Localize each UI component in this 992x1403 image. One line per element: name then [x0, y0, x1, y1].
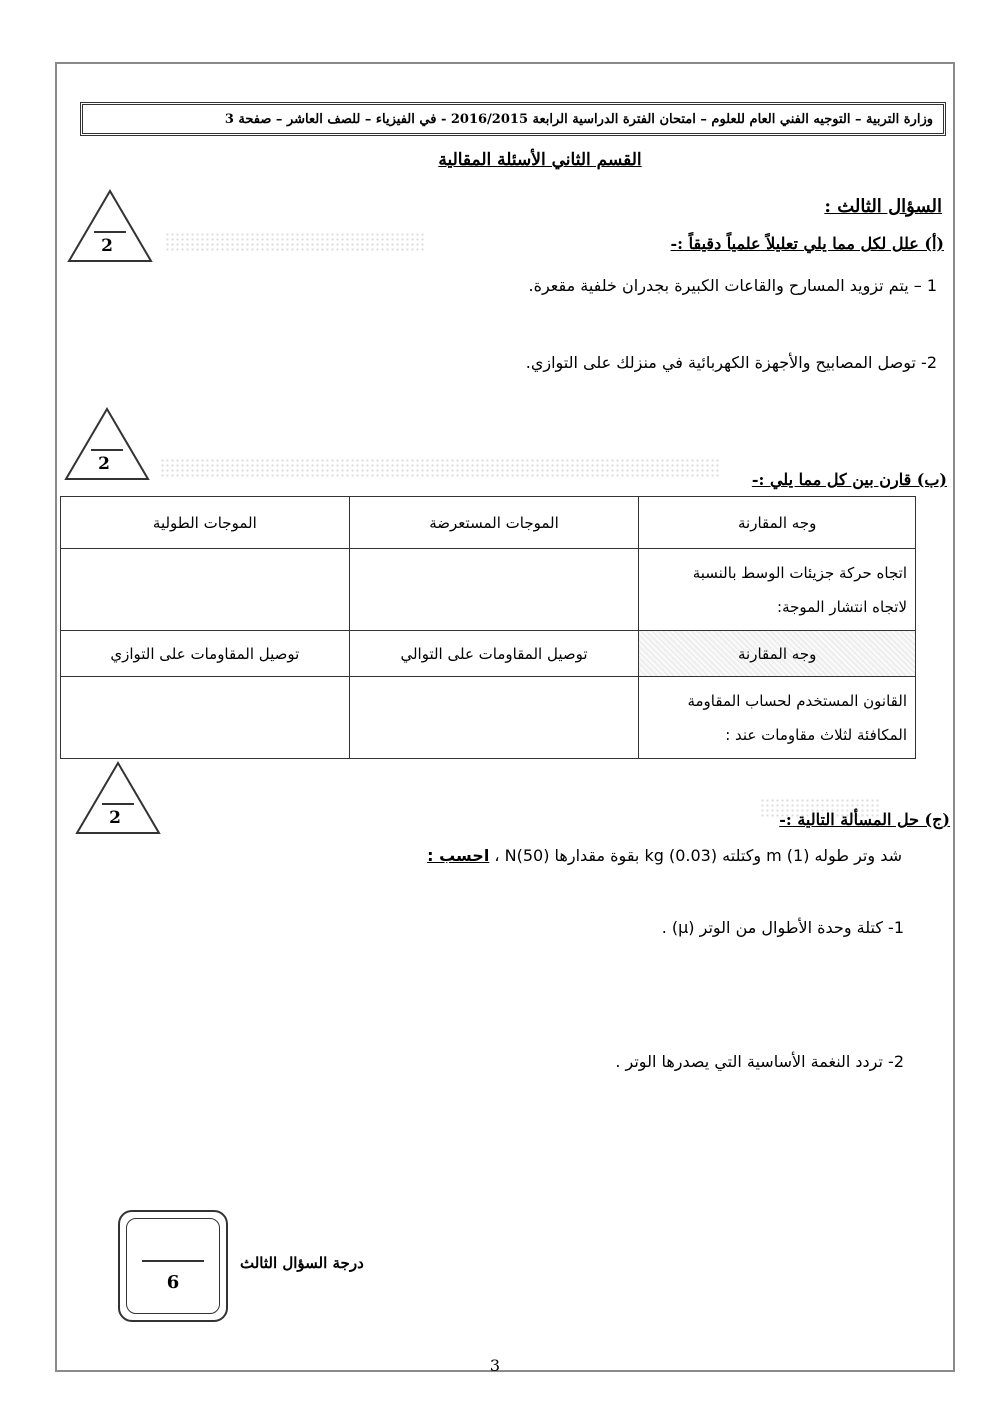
table-cell: الموجات المستعرضة: [349, 497, 639, 549]
score-box-inner: [126, 1218, 220, 1314]
problem-text: شد وتر طوله m (1) وكتلته kg (0.03) بقوة مقدارها N(50) ،: [494, 846, 902, 865]
table-cell: وجه المقارنة: [639, 631, 916, 677]
answer-cell[interactable]: [349, 549, 639, 631]
calculate-label: احسب :: [427, 846, 490, 865]
part-c-title: (ج) حل المسألة التالية :-: [779, 810, 950, 829]
scan-noise: [165, 232, 425, 252]
row-label-line: القانون المستخدم لحساب المقاومة: [687, 691, 907, 710]
exam-header: [80, 102, 946, 136]
table-cell: [639, 549, 916, 631]
table-cell: [639, 677, 916, 759]
total-score-label: درجة السؤال الثالث: [240, 1254, 364, 1272]
part-b-title: (ب) قارن بين كل مما يلي :-: [751, 470, 947, 489]
table-cell: توصيل المقاومات على التوالي: [349, 631, 639, 677]
answer-cell[interactable]: [61, 677, 350, 759]
comparison-table: [60, 496, 916, 759]
table-row: [61, 549, 916, 631]
table-cell: توصيل المقاومات على التوازي: [61, 631, 350, 677]
score-b: 2: [98, 454, 110, 474]
total-score: 6: [166, 1272, 180, 1293]
score-line: [142, 1260, 204, 1262]
table-row: [61, 631, 916, 677]
part-c-item-2: 2- تردد النغمة الأساسية التي يصدرها الوتر .: [615, 1052, 904, 1071]
answer-cell[interactable]: [61, 549, 350, 631]
answer-cell[interactable]: [349, 677, 639, 759]
section-title: القسم الثاني الأسئلة المقالية: [438, 150, 642, 170]
header-text: وزارة التربية – التوجيه الفني العام للعلوم – امتحان الفترة الدراسية الرابعة 2016/2015 - في الفيزياء – للصف العاشر – صفحة 3: [224, 111, 933, 127]
part-c-item-1: 1- كتلة وحدة الأطوال من الوتر (µ) .: [661, 918, 904, 937]
table-row: [61, 497, 916, 549]
total-score-box: [118, 1210, 228, 1322]
part-a-title: (أ) علل لكل مما يلي تعليلاً علمياً دقيقاً :-: [670, 234, 944, 253]
scan-noise: [160, 458, 720, 478]
page-number: 3: [489, 1356, 501, 1375]
question-title: السؤال الثالث :: [824, 196, 942, 217]
score-c: 2: [109, 808, 121, 828]
table-cell: الموجات الطولية: [61, 497, 350, 549]
row-label-line: لاتجاه انتشار الموجة:: [777, 597, 907, 616]
part-a-item-1: 1 – يتم تزويد المسارح والقاعات الكبيرة بجدران خلفية مقعرة.: [528, 276, 937, 295]
row-label-line: المكافئة لثلاث مقاومات عند :: [725, 725, 907, 744]
table-cell: وجه المقارنة: [639, 497, 916, 549]
row-label-line: اتجاه حركة جزيئات الوسط بالنسبة: [692, 563, 907, 582]
problem-statement: [427, 846, 902, 865]
table-row: [61, 677, 916, 759]
score-a: 2: [101, 236, 113, 256]
part-a-item-2: 2- توصل المصابيح والأجهزة الكهربائية في منزلك على التوازي.: [525, 353, 937, 372]
